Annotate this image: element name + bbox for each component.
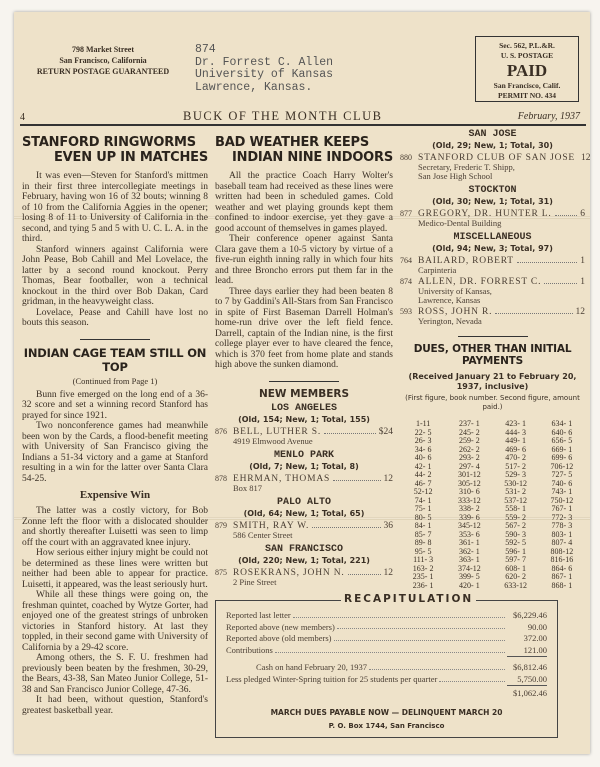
headline-line: STANFORD RINGWORMS xyxy=(22,135,196,150)
member-address: Medico-Dental Building xyxy=(418,218,502,228)
dues-entry: 333-12 xyxy=(458,495,481,505)
recap-value: 121.00 xyxy=(507,645,547,658)
permit-number: PERMIT NO. 434 xyxy=(498,91,556,100)
recap-value: 372.00 xyxy=(523,633,547,643)
dues-entry: 727- 5 xyxy=(551,470,573,479)
dues-entry: 1-11 xyxy=(415,419,431,428)
recap-row xyxy=(216,610,557,622)
paragraph: It was even—Steven for Stanford's mittmen in their first three intercollegiate meetings in February, having won 16 of 32 bouts; winning 8 of 10 from the California Aggies in the opener; losing 8 of 11 to University of California in the second, and tying 5 and 5 with U. C. L. A. in the third. xyxy=(22,171,208,244)
middle-column xyxy=(215,135,393,589)
member-group xyxy=(400,185,585,230)
member-name: ALLEN, DR. FORREST C. xyxy=(418,277,542,287)
dues-entry: 235- 1 xyxy=(412,572,434,581)
postage-permit-box xyxy=(475,36,579,102)
dues-entry: 245- 2 xyxy=(459,427,480,437)
permit-paid: PAID xyxy=(506,61,548,80)
paragraph: While all these things were going on, the freshman quintet, coached by Wytze Gorter, had enjoyed one of the greatest strings of unbroken victories in Stanford history. At last they toppled, in their second game with University of California by a 29-42 score. xyxy=(22,590,208,653)
recap-row xyxy=(216,645,557,658)
member-name: STANFORD CLUB OF SAN JOSE xyxy=(418,153,576,163)
city-totals: (Old, 220; New, 1; Total, 221) xyxy=(238,555,370,565)
leader-dots xyxy=(333,474,380,481)
leader-dots xyxy=(337,622,505,630)
member-group xyxy=(215,403,393,448)
dues-entry: 40- 6 xyxy=(414,453,432,462)
continued-note: (Continued from Page 1) xyxy=(72,375,158,386)
leader-dots xyxy=(369,662,505,670)
dues-entry: 529- 3 xyxy=(505,470,526,479)
dues-entry: 26- 3 xyxy=(414,436,432,445)
dues-entry: 374-12 xyxy=(458,563,481,573)
dues-entry: 163- 2 xyxy=(412,563,434,573)
paragraph: Stanford winners against California were John Pease, Bob Cahill and Mel Lovelace, the latter by a second round knockout. Perry Thomas, Bear footballer, won a technical knockout in the third over Bob Dakan, Card gridman, in the heavyweight class. xyxy=(22,244,208,307)
recap-label: Less pledged Winter-Spring tuition for 25 students per quarter xyxy=(226,673,438,684)
spacer xyxy=(215,587,393,589)
dues-entry: 361- 1 xyxy=(459,538,480,547)
member-group xyxy=(215,450,393,495)
member-address: Box 817 xyxy=(233,482,263,493)
page-number: 4 xyxy=(20,112,25,123)
dues-entry: 236- 1 xyxy=(412,580,434,590)
dues-entry: 89- 8 xyxy=(414,538,432,547)
leader-dots xyxy=(293,610,505,618)
member-amount: 12 xyxy=(575,307,585,317)
spacer xyxy=(215,446,393,448)
member-group xyxy=(215,497,393,542)
city-heading: SAN JOSE xyxy=(468,129,517,140)
recap-value: $1,062.46 xyxy=(513,688,547,698)
dues-entry: 864- 6 xyxy=(551,563,573,573)
dues-period: (Received January 21 to February 20, 1937, inclusive) xyxy=(408,372,577,391)
member-address: University of Kansas, xyxy=(418,286,492,296)
dues-entry: 310- 6 xyxy=(459,487,480,496)
dues-entry: 596- 1 xyxy=(505,546,526,556)
member-amount: 12 xyxy=(383,473,393,484)
city-totals: (Old, 154; New, 1; Total, 155) xyxy=(238,414,370,424)
paragraph: Bunn five emerged on the long end of a 36-32 score and set a winning record Stanford has prayed for since 1921. xyxy=(22,389,208,421)
headline-bad-weather xyxy=(215,135,393,165)
recap-row xyxy=(216,688,557,700)
dues-entry: 597- 7 xyxy=(505,555,526,564)
paragraph: The latter was a costly victory, for Bob Zonne left the floor with a dislocated shoulder and shortly thereafter Luisetti was seen to limp off the court with an aggravated knee injury. xyxy=(22,506,208,548)
dues-entry: 633-12 xyxy=(504,580,527,590)
dues-entry: 558- 1 xyxy=(505,504,526,513)
dues-entry: 669- 1 xyxy=(551,444,573,454)
dues-table xyxy=(400,420,585,590)
dues-entry: 449- 1 xyxy=(505,436,526,445)
dues-entry: 52-12 xyxy=(413,487,433,496)
dues-entry: 75- 1 xyxy=(414,504,432,513)
article-bad-weather xyxy=(215,171,393,371)
dues-entry: 778- 3 xyxy=(551,521,573,530)
dues-entry: 44- 2 xyxy=(414,470,432,479)
member-amount: $24 xyxy=(378,426,393,437)
leader-dots xyxy=(348,568,381,575)
dues-entry: 22- 5 xyxy=(414,427,432,437)
permit-line: Sec. 562, P.L.&R. xyxy=(499,41,555,50)
return-street: 798 Market Street xyxy=(71,45,135,54)
members-list-continued xyxy=(400,129,591,328)
dues-entry: 362- 1 xyxy=(459,546,480,556)
recap-label: Reported last letter xyxy=(226,610,291,620)
dues-entry: 46- 7 xyxy=(414,478,432,488)
dues-entry: 706-12 xyxy=(550,461,574,471)
headline-indian-cage: INDIAN CAGE TEAM STILL ON TOP xyxy=(23,345,207,374)
dues-entry: 74- 1 xyxy=(414,495,432,505)
headline-ringworms xyxy=(22,135,208,165)
dues-notice: MARCH DUES PAYABLE NOW — DELINQUENT MARCH 20 xyxy=(270,707,503,717)
divider xyxy=(269,381,339,382)
city-totals: (Old, 30; New, 1; Total, 31) xyxy=(432,197,553,206)
leader-dots xyxy=(555,209,578,216)
leader-dots xyxy=(517,256,577,263)
member-name: GREGORY, DR. HUNTER L. xyxy=(418,209,552,219)
member-address: Carpinteria xyxy=(418,265,457,275)
paragraph: It had been, without question, Stanford's greatest basketball year. xyxy=(22,695,208,716)
leader-dots xyxy=(312,521,380,528)
paragraph: Two nonconference games had meanwhile been won by the Cards, a flood-benefit meeting with University of San Francisco giving the Indians a 51-34 victory and a game at Stanford resulting in a win for the latter over Santa Clara 54-25. xyxy=(22,421,208,484)
member-address: 2 Pine Street xyxy=(233,576,277,587)
recap-row xyxy=(216,622,557,634)
member-address: 4919 Elmwood Avenue xyxy=(233,435,313,446)
member-address: Lawrence, Kansas xyxy=(418,295,481,305)
dues-entry: 111- 3 xyxy=(413,555,434,564)
headline-line: INDIAN NINE INDOORS xyxy=(232,150,393,165)
member-address: Yerington, Nevada xyxy=(418,316,482,326)
left-column xyxy=(22,135,208,716)
leader-dots xyxy=(324,427,376,434)
member-name: BAILARD, ROBERT xyxy=(418,256,514,266)
permit-line: U. S. POSTAGE xyxy=(500,51,554,60)
city-heading: PALO ALTO xyxy=(276,496,331,508)
dues-entry: 868- 1 xyxy=(551,580,573,590)
dues-entry: 590- 3 xyxy=(505,529,526,539)
dues-entry: 867- 1 xyxy=(551,572,573,581)
member-number: 877 xyxy=(400,209,412,218)
dues-entry: 767- 1 xyxy=(551,504,573,513)
leader-dots xyxy=(228,688,505,696)
member-entry xyxy=(215,521,393,531)
spacer xyxy=(400,181,585,183)
member-entry xyxy=(215,474,393,484)
article-ringworms xyxy=(22,171,208,329)
member-entry xyxy=(215,568,393,578)
recap-value: 90.00 xyxy=(527,621,547,632)
article-indian-cage xyxy=(22,390,208,485)
recap-row xyxy=(216,633,557,645)
member-name: BELL, LUTHER S. xyxy=(233,426,321,437)
return-address xyxy=(28,44,178,77)
leader-dots xyxy=(439,674,505,683)
recap-title: RECAPITULATION xyxy=(341,593,476,606)
spacer xyxy=(215,540,393,542)
dues-entry: 80- 5 xyxy=(414,512,432,522)
recipient-number: 874 xyxy=(195,43,216,56)
issue-date: February, 1937 xyxy=(517,111,580,122)
member-group xyxy=(215,544,393,589)
dues-entry: 743- 1 xyxy=(551,487,573,496)
dues-entry: 470- 2 xyxy=(505,453,526,462)
paragraph: How serious either injury might be could not be determined as these lines were written but neither had been able to appear for practice. Luisetti, it appeared, was the least seriously hurt. xyxy=(22,548,208,590)
city-totals: (Old, 7; New, 1; Total, 8) xyxy=(249,461,359,471)
dues-entry: 345-12 xyxy=(458,521,481,530)
paragraph: All the practice Coach Harry Wolter's baseball team had received as these lines were written had been in scheduled games. Cold weather and wet playing grounds kept them confined to indoor exercise, yet they gave a good account of themselves in games played. xyxy=(215,171,393,234)
dues-entry: 537-12 xyxy=(504,495,527,505)
headline-line: EVEN UP IN MATCHES xyxy=(54,150,208,165)
dues-entry: 338- 2 xyxy=(459,504,480,513)
dues-entry: 816-16 xyxy=(550,555,574,564)
member-name: ROSS, JOHN R. xyxy=(418,307,493,317)
dues-entry: 567- 2 xyxy=(505,521,526,530)
recap-row xyxy=(216,674,557,687)
return-city: San Francisco, California xyxy=(59,56,147,65)
member-number: 880 xyxy=(400,153,412,162)
member-amount: 36 xyxy=(383,520,393,531)
dues-note: (First figure, book number. Second figure, amount paid.) xyxy=(405,394,580,411)
dues-heading: DUES, OTHER THAN INITIAL PAYMENTS xyxy=(413,343,572,367)
city-heading: MENLO PARK xyxy=(273,449,334,461)
dues-entry: 237- 1 xyxy=(459,419,480,428)
leader-dots xyxy=(275,645,505,654)
city-heading: STOCKTON xyxy=(468,185,517,196)
member-number: 879 xyxy=(215,520,227,530)
dues-entry: 301-12 xyxy=(458,470,481,479)
dues-entry: 399- 5 xyxy=(459,572,480,581)
leader-dots xyxy=(334,633,505,641)
city-totals: (Old, 29; New, 1; Total, 30) xyxy=(432,141,553,150)
dues-entry: 699- 6 xyxy=(551,453,573,462)
member-address: 586 Center Street xyxy=(233,529,293,540)
right-column xyxy=(400,127,591,590)
dues-entry: 592- 5 xyxy=(505,538,526,547)
member-number: 875 xyxy=(215,567,227,577)
headline-line: BAD WEATHER KEEPS xyxy=(215,135,370,150)
city-heading: LOS ANGELES xyxy=(270,402,337,414)
dues-entry: 95- 5 xyxy=(414,546,432,556)
recap-label: Reported above (old members) xyxy=(226,633,332,643)
middle-right-area xyxy=(215,127,591,738)
recipient-name: Dr. Forrest C. Allen xyxy=(195,55,334,69)
return-guarantee: RETURN POSTAGE GUARANTEED xyxy=(36,67,170,76)
mailing-address: P. O. Box 1744, San Francisco xyxy=(328,721,445,730)
recap-value: $6,229.46 xyxy=(513,610,547,620)
recapitulation-box xyxy=(215,593,558,738)
dues-entry: 42- 1 xyxy=(414,461,432,471)
dues-entry: 750-12 xyxy=(550,495,574,505)
member-number: 593 xyxy=(400,307,412,316)
dues-entry: 84- 1 xyxy=(414,521,432,530)
recipient-line: University of Kansas xyxy=(195,68,334,81)
recap-label: Cash on hand February 20, 1937 xyxy=(256,662,367,672)
dues-entry: 772- 3 xyxy=(551,512,573,522)
dues-entry: 640- 6 xyxy=(551,427,573,437)
member-number: 878 xyxy=(215,473,227,483)
paragraph: Lovelace, Pease and Cahill have lost no bouts this season. xyxy=(22,307,208,328)
spacer xyxy=(400,326,585,328)
new-members-list xyxy=(215,403,393,589)
member-number: 874 xyxy=(400,277,412,286)
dues-entry: 807- 4 xyxy=(551,538,573,547)
dues-entry: 444- 3 xyxy=(505,427,526,437)
leader-dots xyxy=(544,277,577,284)
permit-line: San Francisco, Calif. xyxy=(493,81,561,90)
recap-rows xyxy=(216,610,557,700)
dues-entry: 363- 1 xyxy=(459,555,480,564)
spacer xyxy=(400,228,585,230)
dues-entry: 297- 4 xyxy=(459,461,480,471)
dues-entry: 305-12 xyxy=(458,478,481,488)
dues-entry: 803- 1 xyxy=(551,529,573,539)
member-name: ROSEKRANS, JOHN N. xyxy=(233,567,345,578)
dues-entry: 517- 2 xyxy=(505,461,526,471)
city-heading: MISCELLANEOUS xyxy=(453,232,532,243)
dues-entry: 353- 6 xyxy=(459,529,480,539)
member-amount: 1 xyxy=(580,277,585,287)
dues-entry: 293- 2 xyxy=(459,453,480,462)
new-members-heading: NEW MEMBERS xyxy=(258,387,350,400)
member-entry xyxy=(215,427,393,437)
columns-row xyxy=(215,127,591,590)
subhead-expensive-win: Expensive Win xyxy=(79,489,151,501)
divider xyxy=(80,339,150,340)
member-name: SMITH, RAY W. xyxy=(233,520,310,531)
city-totals: (Old, 94; New, 3; Total, 97) xyxy=(432,244,553,253)
dues-entry: 262- 2 xyxy=(459,444,480,454)
dues-entry: 423- 1 xyxy=(505,419,526,428)
recipient-line: Lawrence, Kansas. xyxy=(195,80,313,94)
dues-entry: 531- 2 xyxy=(505,487,526,496)
member-address: San Jose High School xyxy=(418,171,493,181)
paragraph: Three days earlier they had been beaten 8 to 7 by Gaddini's All-Stars from San Francisco in spite of First Baseman Darrell Holman's home-run drive over the left field fence. Darrell, captain of the Indian nine, is the first college player ever to have cleared the fence, which is 370 feet from home plate and stands high above the sunken diamond. xyxy=(215,286,393,370)
paragraph: Among others, the S. F. U. freshmen had previously been beaten by the freshmen, 30-29, the Bears, 43-38, San Mateo Junior College, 51-38 and San Francisco Junior College, 47-36. xyxy=(22,653,208,695)
member-address: Secretary, Frederic T. Shipp, xyxy=(418,162,515,172)
paragraph: Their conference opener against Santa Clara gave them a 10-5 victory by virtue of a five-run eighth inning rally in which four hits and three Broncho errors put them far in the lead. xyxy=(215,234,393,286)
dues-entry: 559- 2 xyxy=(505,512,526,522)
leader-dots xyxy=(495,307,572,314)
recap-label: Contributions xyxy=(226,644,273,655)
member-group xyxy=(400,129,591,183)
masthead-title: BUCK OF THE MONTH CLUB xyxy=(183,109,383,123)
dues-entry: 420- 1 xyxy=(459,580,480,590)
dues-entry: 339- 6 xyxy=(459,512,480,522)
recap-value: 5,750.00 xyxy=(507,674,547,687)
member-group xyxy=(400,232,585,328)
member-number: 764 xyxy=(400,256,412,265)
recap-label: Reported above (new members) xyxy=(226,621,335,632)
spacer xyxy=(215,493,393,495)
member-number: 876 xyxy=(215,426,227,436)
member-amount: 6 xyxy=(580,209,585,219)
dues-entry: 85- 7 xyxy=(414,529,432,539)
dues-entry: 530-12 xyxy=(504,478,527,488)
dues-entry: 620- 2 xyxy=(505,572,526,581)
dues-entry: 259- 2 xyxy=(459,436,480,445)
divider xyxy=(458,336,528,337)
member-name: EHRMAN, THOMAS xyxy=(233,473,331,484)
article-indian-cage-cont xyxy=(22,506,208,716)
dues-entry: 656- 5 xyxy=(551,436,573,445)
dues-entry: 608- 1 xyxy=(505,563,526,573)
member-amount: 12 xyxy=(581,153,591,163)
recap-value: $6,812.46 xyxy=(513,662,547,672)
member-amount: 1 xyxy=(580,256,585,266)
dues-entry: 469- 6 xyxy=(505,444,526,454)
dues-entry: 634- 1 xyxy=(551,419,573,428)
city-heading: SAN FRANCISCO xyxy=(264,543,343,555)
recipient-address xyxy=(195,44,333,94)
member-amount: 12 xyxy=(383,567,393,578)
dues-entry: 808-12 xyxy=(550,546,574,556)
dues-entry: 740- 6 xyxy=(551,478,573,488)
recap-row xyxy=(216,662,557,674)
dues-entry: 34- 6 xyxy=(414,444,432,454)
city-totals: (Old, 64; New, 1; Total, 65) xyxy=(243,508,365,518)
